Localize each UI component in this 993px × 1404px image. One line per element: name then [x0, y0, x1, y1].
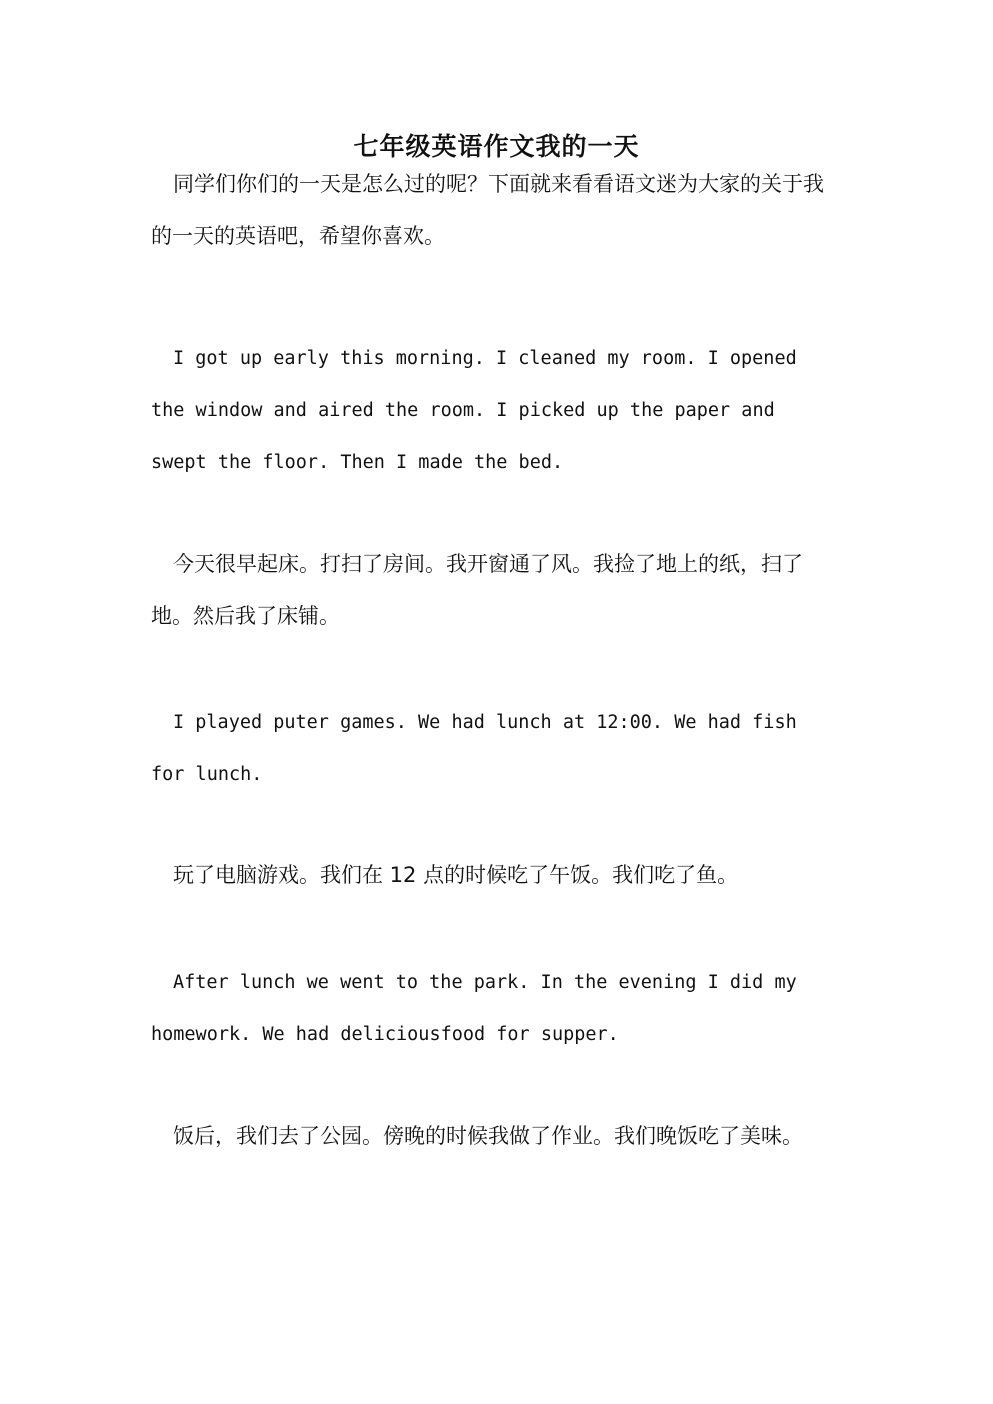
english-paragraph-2 [151, 697, 841, 801]
english-paragraph-1 [151, 333, 841, 489]
intro-paragraph: 同学们你们的一天是怎么过的呢？下面就来看看语文迷为大家的关于我的一天的英语吧，希望你喜欢。 [151, 172, 824, 248]
document-title: 七年级英语作文我的一天 [353, 132, 640, 161]
chinese-paragraph-3: 饭后，我们去了公园。傍晚的时候我做了作业。我们晚饭吃了美味。 [173, 1124, 803, 1148]
text-line: I played puter games. We had lunch at 12:00. We had fish [173, 712, 797, 733]
text-line: After lunch we went to the park. In the evening I did my [173, 972, 797, 993]
text-line: swept the floor. Then I made the bed. [151, 452, 564, 473]
text-line: I got up early this morning. I cleaned my room. I opened [173, 348, 797, 369]
chinese-paragraph-1: 今天很早起床。打扫了房间。我开窗通了风。我捡了地上的纸，扫了地。然后我了床铺。 [151, 552, 803, 628]
english-paragraph-3 [151, 957, 841, 1061]
text-line: for lunch. [151, 764, 263, 785]
text-line: homework. We had deliciousfood for supper. [151, 1024, 619, 1045]
text-line: the window and aired the room. I picked up the paper and [151, 400, 775, 421]
chinese-paragraph-2: 玩了电脑游戏。我们在 12 点的时候吃了午饭。我们吃了鱼。 [173, 863, 739, 887]
